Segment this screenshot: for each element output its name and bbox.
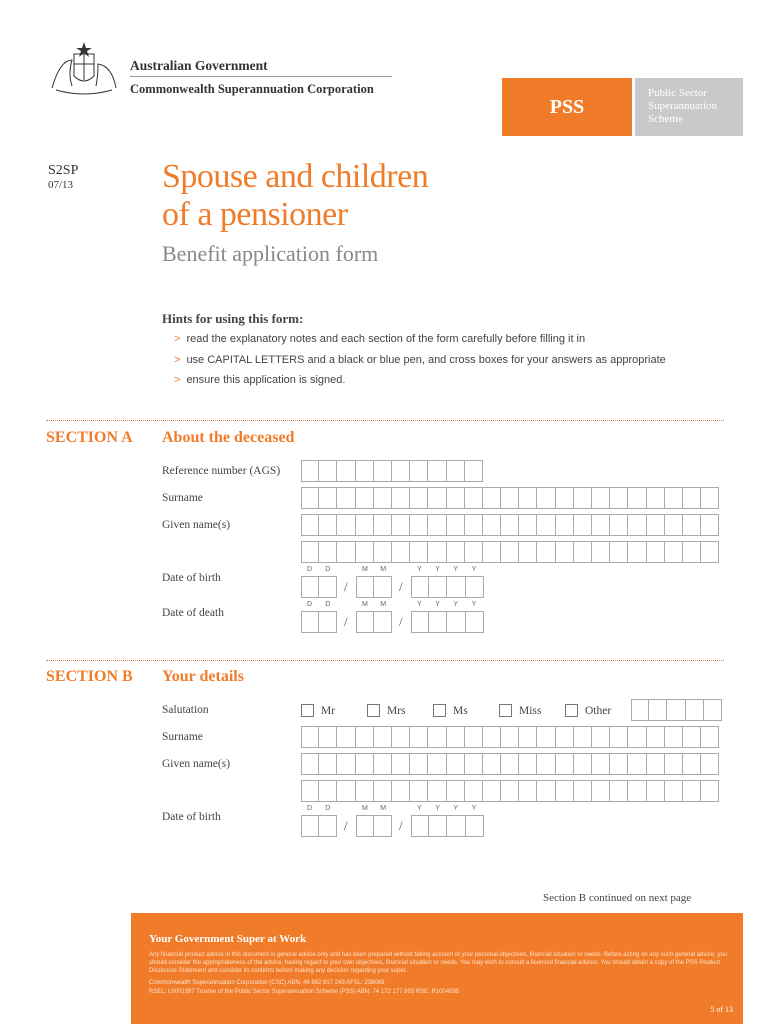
date-part-label: M — [362, 601, 368, 608]
date-part-label: D — [307, 601, 313, 608]
char-box[interactable] — [392, 726, 410, 748]
checkbox-label: Other — [585, 704, 612, 717]
date-part-label: Y — [453, 805, 459, 812]
char-box[interactable] — [483, 514, 501, 536]
deceased-dob-input[interactable] — [301, 566, 491, 598]
date-part-label: Y — [435, 566, 440, 573]
char-box[interactable] — [411, 611, 429, 633]
date-part-label: M — [362, 566, 368, 573]
char-box[interactable] — [647, 753, 665, 775]
char-box[interactable] — [319, 514, 337, 536]
date-part-label: Y — [471, 601, 477, 608]
agency-name: Commonwealth Superannuation Corporation — [130, 82, 374, 96]
char-box[interactable] — [537, 753, 555, 775]
checkbox-label: Mr — [321, 704, 336, 717]
char-box[interactable] — [483, 780, 501, 802]
char-box[interactable] — [374, 753, 392, 775]
char-box[interactable] — [665, 780, 683, 802]
char-box[interactable] — [483, 726, 501, 748]
char-box[interactable] — [537, 780, 555, 802]
char-box[interactable] — [410, 460, 428, 482]
char-box[interactable] — [683, 487, 701, 509]
char-box[interactable] — [501, 726, 519, 748]
date-part-input[interactable] — [301, 611, 337, 633]
char-box[interactable] — [319, 815, 337, 837]
char-box[interactable] — [501, 780, 519, 802]
char-box[interactable] — [501, 753, 519, 775]
char-box[interactable] — [683, 514, 701, 536]
char-box[interactable] — [319, 460, 337, 482]
chevron-right-icon: > — [174, 333, 181, 345]
char-box[interactable] — [410, 780, 428, 802]
char-box[interactable] — [483, 541, 501, 563]
char-box[interactable] — [301, 460, 319, 482]
date-part-label: M — [362, 805, 368, 812]
char-box[interactable] — [574, 753, 592, 775]
char-box[interactable] — [374, 487, 392, 509]
char-box[interactable] — [628, 487, 646, 509]
hint-text: read the explanatory notes and each section of the form carefully before filling it in — [186, 333, 586, 345]
char-box[interactable] — [519, 487, 537, 509]
char-box[interactable] — [574, 726, 592, 748]
date-part-label: Y — [435, 601, 440, 608]
char-box[interactable] — [465, 541, 483, 563]
date-part-label: Y — [417, 805, 422, 812]
char-box[interactable] — [447, 514, 465, 536]
char-box[interactable] — [647, 726, 665, 748]
char-box[interactable] — [574, 541, 592, 563]
checkbox-label: Mrs — [387, 704, 406, 717]
char-box[interactable] — [392, 460, 410, 482]
form-date: 07/13 — [48, 179, 74, 191]
salutation-other-input[interactable] — [631, 699, 722, 721]
form-subtitle: Benefit application form — [162, 241, 379, 266]
char-box[interactable] — [392, 753, 410, 775]
char-box[interactable] — [631, 699, 649, 721]
section-b-heading: Your details — [162, 668, 244, 685]
date-part-label: M — [380, 566, 387, 573]
pss-logo-box: PSS — [502, 78, 632, 136]
char-box[interactable] — [356, 460, 374, 482]
char-box[interactable] — [649, 699, 667, 721]
date-part-input[interactable] — [301, 576, 337, 598]
hint-item — [174, 333, 585, 345]
char-box[interactable] — [447, 815, 465, 837]
char-box[interactable] — [465, 487, 483, 509]
char-box[interactable] — [301, 541, 319, 563]
char-box[interactable] — [683, 780, 701, 802]
date-part-label: Y — [417, 566, 422, 573]
date-part-input[interactable] — [356, 611, 392, 633]
char-box[interactable] — [466, 576, 484, 598]
char-box[interactable] — [592, 487, 610, 509]
hint-text: ensure this application is signed. — [186, 374, 346, 386]
char-box[interactable] — [610, 514, 628, 536]
char-box[interactable] — [665, 541, 683, 563]
char-box[interactable] — [356, 487, 374, 509]
char-box[interactable] — [537, 487, 555, 509]
pss-desc-line: Superannuation — [648, 100, 718, 112]
char-box[interactable] — [592, 514, 610, 536]
date-separator: / — [344, 614, 348, 629]
char-box[interactable] — [392, 514, 410, 536]
pss-desc-line: Public Sector — [648, 87, 707, 99]
char-box[interactable] — [556, 726, 574, 748]
form-title-line: Spouse and children — [162, 158, 429, 195]
char-box[interactable] — [686, 699, 704, 721]
section-a-heading: About the deceased — [162, 429, 295, 446]
char-box[interactable] — [428, 460, 446, 482]
date-part-label: Y — [453, 601, 459, 608]
continued-note: Section B continued on next page — [543, 892, 692, 904]
deceased-dod-input[interactable] — [301, 601, 491, 633]
char-box[interactable] — [356, 611, 374, 633]
char-box[interactable] — [447, 611, 465, 633]
char-box[interactable] — [519, 541, 537, 563]
date-part-label: D — [307, 566, 313, 573]
date-part-label: Y — [417, 601, 422, 608]
char-box[interactable] — [701, 726, 719, 748]
date-part-label: D — [325, 566, 331, 573]
char-box[interactable] — [537, 541, 555, 563]
deceased-given-names-input-2[interactable] — [301, 541, 719, 563]
char-box[interactable] — [319, 541, 337, 563]
date-part-label: Y — [453, 566, 459, 573]
char-box[interactable] — [647, 487, 665, 509]
char-box[interactable] — [428, 514, 446, 536]
date-part-label: Y — [471, 566, 477, 573]
date-part-input[interactable] — [301, 815, 337, 837]
page-number: 5 of 13 — [710, 1005, 733, 1014]
checkbox[interactable] — [433, 704, 446, 717]
char-box[interactable] — [574, 514, 592, 536]
char-box[interactable] — [701, 487, 719, 509]
char-box[interactable] — [337, 487, 355, 509]
char-box[interactable] — [392, 780, 410, 802]
date-separator: / — [399, 579, 403, 594]
char-box[interactable] — [301, 726, 319, 748]
char-box[interactable] — [374, 541, 392, 563]
char-box[interactable] — [519, 726, 537, 748]
char-box[interactable] — [374, 780, 392, 802]
char-box[interactable] — [556, 514, 574, 536]
given-names-label: Given name(s) — [162, 758, 231, 770]
char-box[interactable] — [392, 541, 410, 563]
char-box[interactable] — [356, 576, 374, 598]
checkbox[interactable] — [565, 704, 578, 717]
char-box[interactable] — [356, 753, 374, 775]
checkbox-label: Ms — [453, 704, 468, 717]
char-box[interactable] — [447, 726, 465, 748]
char-box[interactable] — [483, 487, 501, 509]
char-box[interactable] — [337, 780, 355, 802]
char-box[interactable] — [447, 487, 465, 509]
char-box[interactable] — [411, 815, 429, 837]
char-box[interactable] — [447, 753, 465, 775]
char-box[interactable] — [301, 576, 319, 598]
char-box[interactable] — [501, 514, 519, 536]
date-part-input[interactable] — [356, 815, 392, 837]
date-part-input[interactable] — [411, 576, 484, 598]
checkbox[interactable] — [499, 704, 512, 717]
date-part-label: M — [380, 805, 387, 812]
char-box[interactable] — [667, 699, 685, 721]
section-divider — [46, 660, 724, 661]
char-box[interactable] — [665, 726, 683, 748]
char-box[interactable] — [574, 780, 592, 802]
char-box[interactable] — [628, 541, 646, 563]
char-box[interactable] — [374, 514, 392, 536]
pss-description — [635, 78, 743, 136]
given-names-label: Given name(s) — [162, 519, 231, 531]
checkbox[interactable] — [367, 704, 380, 717]
char-box[interactable] — [301, 611, 319, 633]
char-box[interactable] — [556, 541, 574, 563]
char-box[interactable] — [410, 487, 428, 509]
char-box[interactable] — [519, 514, 537, 536]
char-box[interactable] — [301, 514, 319, 536]
char-box[interactable] — [592, 753, 610, 775]
hint-item — [174, 374, 345, 386]
char-box[interactable] — [356, 815, 374, 837]
char-box[interactable] — [466, 611, 484, 633]
date-separator: / — [344, 579, 348, 594]
char-box[interactable] — [610, 541, 628, 563]
footer-tagline: Your Government Super at Work — [149, 933, 307, 945]
date-part-input[interactable] — [356, 576, 392, 598]
char-box[interactable] — [356, 780, 374, 802]
char-box[interactable] — [683, 541, 701, 563]
char-box[interactable] — [519, 780, 537, 802]
date-part-label: Y — [435, 805, 440, 812]
char-box[interactable] — [337, 514, 355, 536]
char-box[interactable] — [428, 487, 446, 509]
salutation-mrs[interactable] — [367, 704, 406, 717]
char-box[interactable] — [701, 541, 719, 563]
char-box[interactable] — [410, 726, 428, 748]
char-box[interactable] — [428, 753, 446, 775]
char-box[interactable] — [374, 460, 392, 482]
char-box[interactable] — [665, 753, 683, 775]
char-box[interactable] — [301, 487, 319, 509]
char-box[interactable] — [410, 753, 428, 775]
char-box[interactable] — [647, 780, 665, 802]
char-box[interactable] — [465, 514, 483, 536]
char-box[interactable] — [647, 514, 665, 536]
char-box[interactable] — [610, 726, 628, 748]
dob-label: Date of birth — [162, 811, 221, 823]
char-box[interactable] — [301, 815, 319, 837]
char-box[interactable] — [337, 460, 355, 482]
date-part-label: Y — [471, 805, 477, 812]
char-box[interactable] — [466, 815, 484, 837]
chevron-right-icon: > — [174, 374, 181, 386]
salutation-label: Salutation — [162, 704, 209, 716]
footer-banner — [131, 913, 743, 1024]
reference-number-input[interactable] — [301, 460, 483, 482]
salutation-ms[interactable] — [433, 704, 468, 717]
section-b-label: SECTION B — [46, 668, 133, 685]
char-box[interactable] — [411, 576, 429, 598]
dob-label: Date of birth — [162, 572, 221, 584]
char-box[interactable] — [647, 541, 665, 563]
hint-item — [174, 354, 666, 366]
checkbox-label: Miss — [519, 704, 542, 717]
form-title-line: of a pensioner — [162, 196, 348, 233]
char-box[interactable] — [319, 780, 337, 802]
char-box[interactable] — [701, 514, 719, 536]
char-box[interactable] — [704, 699, 722, 721]
char-box[interactable] — [356, 726, 374, 748]
surname-label: Surname — [162, 731, 203, 743]
date-separator: / — [399, 818, 403, 833]
your-dob-input[interactable] — [301, 805, 491, 837]
char-box[interactable] — [610, 753, 628, 775]
char-box[interactable] — [337, 726, 355, 748]
date-part-label: D — [325, 805, 331, 812]
date-part-label: M — [380, 601, 387, 608]
char-box[interactable] — [337, 753, 355, 775]
char-box[interactable] — [301, 753, 319, 775]
char-box[interactable] — [465, 780, 483, 802]
hint-text: use CAPITAL LETTERS and a black or blue pen, and cross boxes for your answers as appropriate — [186, 354, 666, 366]
char-box[interactable] — [410, 541, 428, 563]
char-box[interactable] — [447, 460, 465, 482]
char-box[interactable] — [428, 541, 446, 563]
char-box[interactable] — [701, 780, 719, 802]
char-box[interactable] — [374, 576, 392, 598]
chevron-right-icon: > — [174, 354, 181, 366]
char-box[interactable] — [356, 541, 374, 563]
char-box[interactable] — [374, 611, 392, 633]
salutation-mr[interactable] — [301, 704, 335, 717]
section-divider — [46, 420, 724, 421]
deceased-given-names-input[interactable] — [301, 514, 719, 536]
char-box[interactable] — [428, 726, 446, 748]
pss-desc-line: Scheme — [648, 113, 683, 125]
footer-abn: Commonwealth Superannuation Corporation (CSC) ABN: 48 882 817 243 AFSL: 238069 — [149, 980, 385, 986]
date-part-input[interactable] — [411, 815, 484, 837]
char-box[interactable] — [319, 726, 337, 748]
char-box[interactable] — [592, 541, 610, 563]
government-name: Australian Government — [130, 58, 268, 73]
salutation-miss[interactable] — [499, 704, 541, 717]
char-box[interactable] — [447, 780, 465, 802]
char-box[interactable] — [537, 726, 555, 748]
char-box[interactable] — [392, 487, 410, 509]
char-box[interactable] — [683, 753, 701, 775]
char-box[interactable] — [683, 726, 701, 748]
char-box[interactable] — [465, 726, 483, 748]
date-separator: / — [399, 614, 403, 629]
char-box[interactable] — [556, 780, 574, 802]
footer-rsel: RSEL: L0001397 Trustee of the Public Sector Superannuation Scheme (PSS) ABN: 74 172 177 893 RSE: R1004595 — [149, 989, 460, 995]
char-box[interactable] — [519, 753, 537, 775]
char-box[interactable] — [447, 541, 465, 563]
form-title — [162, 158, 428, 234]
char-box[interactable] — [592, 780, 610, 802]
char-box[interactable] — [556, 487, 574, 509]
checkbox[interactable] — [301, 704, 314, 717]
char-box[interactable] — [429, 611, 447, 633]
char-box[interactable] — [610, 487, 628, 509]
char-box[interactable] — [337, 541, 355, 563]
dod-label: Date of death — [162, 607, 224, 619]
char-box[interactable] — [428, 780, 446, 802]
salutation-other[interactable] — [565, 704, 611, 717]
footer-disclaimer: Any financial product advice in this document is general advice only and has been prepared without taking account of your personal objectives, financial situation or needs. Before acting on any such general advice, you should consider the appropriateness of the advice, having regard to your own objectives, financial situation or needs. You may wish to consult a licensed financial advisor. You should obtain a copy of the PSS Product Disclosure Statement and consider its contents before making any decision regarding your super. — [149, 952, 728, 974]
char-box[interactable] — [537, 514, 555, 536]
your-given-names-input[interactable] — [301, 753, 719, 775]
your-given-names-input-2[interactable] — [301, 780, 719, 802]
char-box[interactable] — [319, 753, 337, 775]
char-box[interactable] — [628, 726, 646, 748]
char-box[interactable] — [410, 514, 428, 536]
char-box[interactable] — [501, 541, 519, 563]
reference-label: Reference number (AGS) — [162, 465, 281, 477]
char-box[interactable] — [501, 487, 519, 509]
date-part-input[interactable] — [411, 611, 484, 633]
char-box[interactable] — [465, 753, 483, 775]
date-part-label: D — [325, 601, 331, 608]
char-box[interactable] — [429, 815, 447, 837]
char-box[interactable] — [374, 726, 392, 748]
char-box[interactable] — [301, 780, 319, 802]
char-box[interactable] — [374, 815, 392, 837]
char-box[interactable] — [665, 487, 683, 509]
char-box[interactable] — [628, 780, 646, 802]
char-box[interactable] — [319, 611, 337, 633]
char-box[interactable] — [701, 753, 719, 775]
char-box[interactable] — [628, 753, 646, 775]
char-box[interactable] — [319, 576, 337, 598]
char-box[interactable] — [628, 514, 646, 536]
section-a-label: SECTION A — [46, 429, 133, 446]
char-box[interactable] — [447, 576, 465, 598]
char-box[interactable] — [592, 726, 610, 748]
char-box[interactable] — [465, 460, 483, 482]
deceased-surname-input[interactable] — [301, 487, 719, 509]
char-box[interactable] — [556, 753, 574, 775]
char-box[interactable] — [319, 487, 337, 509]
australian-coat-of-arms-logo — [46, 40, 122, 100]
char-box[interactable] — [610, 780, 628, 802]
date-part-label: D — [307, 805, 313, 812]
your-surname-input[interactable] — [301, 726, 719, 748]
char-box[interactable] — [356, 514, 374, 536]
surname-label: Surname — [162, 492, 203, 504]
char-box[interactable] — [483, 753, 501, 775]
form-code: S2SP — [48, 163, 79, 178]
char-box[interactable] — [574, 487, 592, 509]
hints-heading: Hints for using this form: — [162, 311, 304, 326]
char-box[interactable] — [665, 514, 683, 536]
header-divider — [130, 76, 392, 77]
char-box[interactable] — [429, 576, 447, 598]
date-separator: / — [344, 818, 348, 833]
